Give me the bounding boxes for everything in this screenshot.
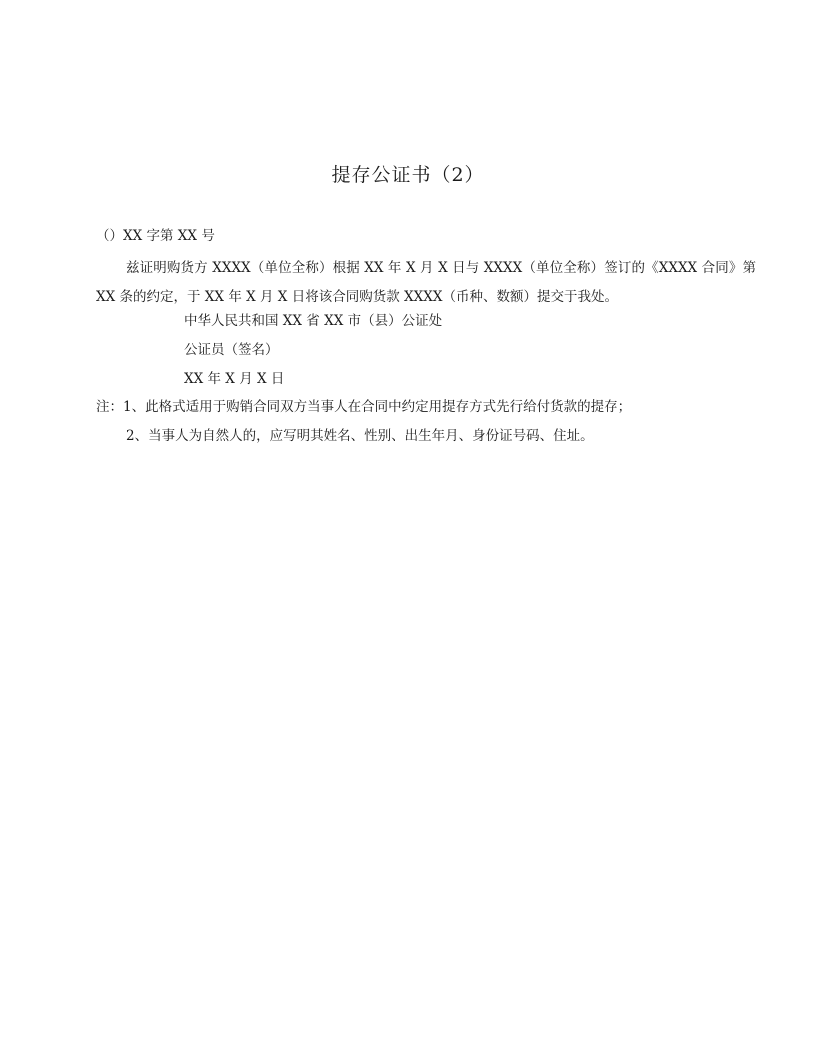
notary-office: 中华人民共和国 XX 省 XX 市（县）公证处 xyxy=(184,313,443,329)
document-title: 提存公证书（2） xyxy=(331,164,485,186)
note-item-1: 注：1、此格式适用于购销合同双方当事人在合同中约定用提存方式先行给付货款的提存； xyxy=(96,399,632,415)
note-item-2: 2、当事人为自然人的，应写明其姓名、性别、出生年月、身份证号码、住址。 xyxy=(126,428,594,444)
certificate-body: 兹证明购货方 XXXX（单位全称）根据 XX 年 X 月 X 日与 XXXX（单位全称）签订的《XXXX 合同》第 XX 条的约定，于 XX 年 X 月 X 日将该合同购货款 XXXX（币种、数额）提交于我处。 xyxy=(96,260,756,305)
document-number: （）XX 字第 XX 号 xyxy=(96,228,215,244)
notary-signature: 公证员（签名） xyxy=(184,342,279,358)
signing-date: XX 年 X 月 X 日 xyxy=(184,371,285,387)
